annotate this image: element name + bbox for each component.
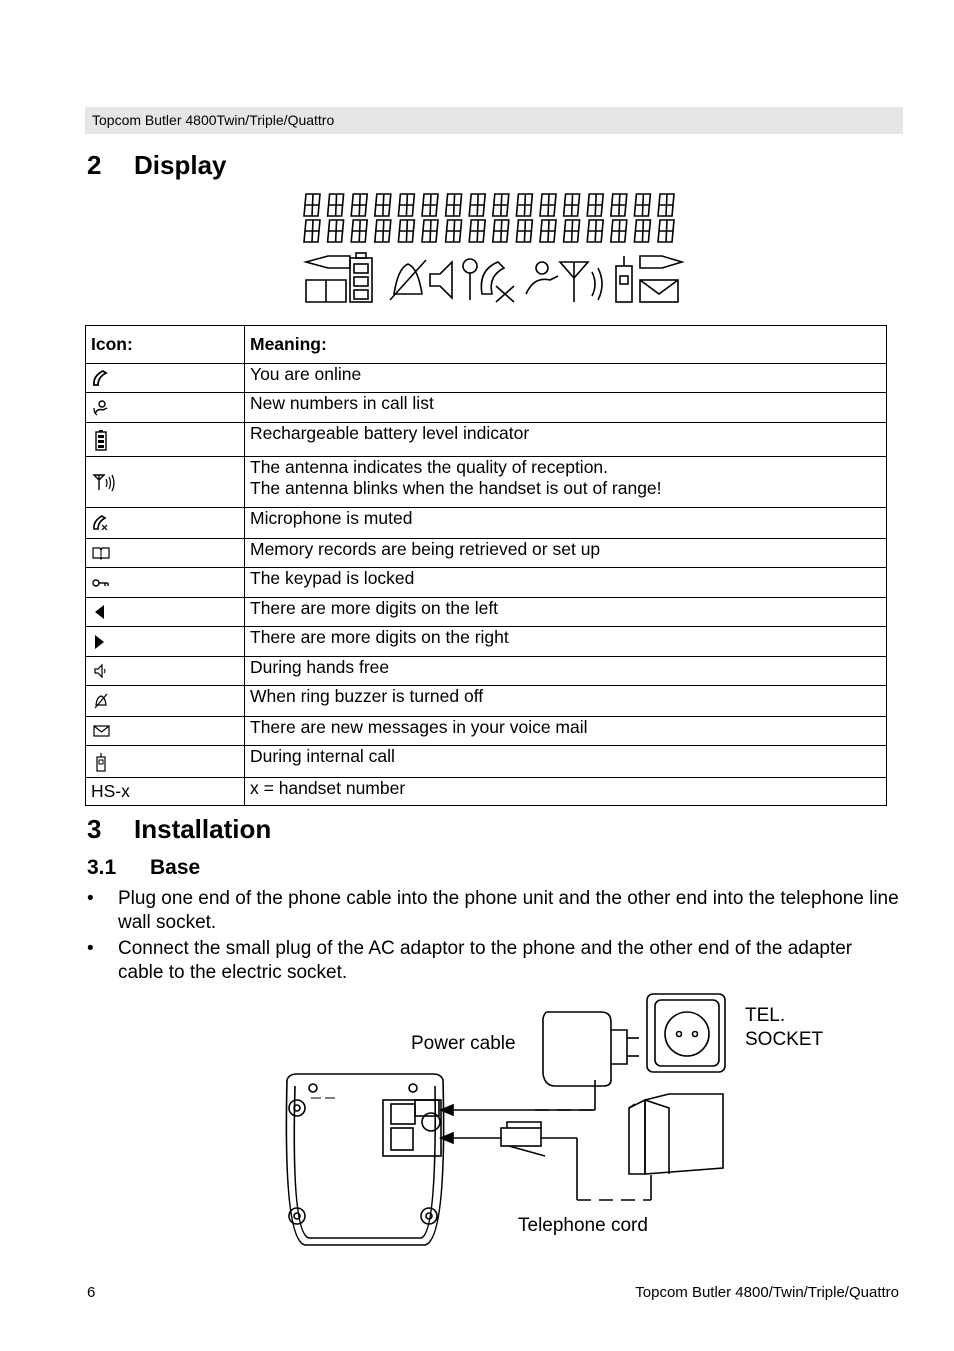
- row-meaning: [245, 457, 887, 508]
- intercom-icon: [86, 746, 245, 778]
- lcd-digit-segment: [328, 220, 344, 242]
- table-row: [86, 568, 887, 598]
- battery-icon: [86, 423, 245, 457]
- arrow-right-icon: [86, 627, 245, 657]
- row-meaning: Rechargeable battery level indicator: [245, 423, 887, 457]
- lcd-digit-segment: [469, 220, 485, 242]
- key-icon: [86, 568, 245, 598]
- subsection-number: 3.1: [87, 856, 117, 879]
- row-meaning: During internal call: [245, 746, 887, 778]
- table-row: [86, 717, 887, 746]
- table-row: [86, 598, 887, 627]
- table-header-meaning: Meaning:: [245, 326, 887, 364]
- lcd-digit-segment: [304, 220, 320, 242]
- section-number: 3: [87, 814, 102, 844]
- table-row: [86, 686, 887, 717]
- header-title: Topcom Butler 4800Twin/Triple/Quattro: [92, 112, 335, 128]
- section-title: Installation: [134, 814, 272, 844]
- bullet-mark: •: [87, 888, 94, 909]
- lcd-display-illustration: [298, 190, 690, 308]
- list-item-text: Plug one end of the phone cable into the phone unit and the other end into the telephone line wall socket.: [118, 888, 899, 933]
- row-meaning-line2: The antenna blinks when the handset is out of range!: [250, 478, 662, 498]
- row-meaning: You are online: [245, 364, 887, 393]
- lcd-digit-segment: [540, 220, 556, 242]
- row-meaning: There are more digits on the right: [245, 627, 887, 657]
- row-meaning: There are more digits on the left: [245, 598, 887, 627]
- table-row: [86, 508, 887, 539]
- lcd-digit-segment: [658, 194, 674, 216]
- subsection-heading-base: [87, 855, 200, 881]
- table-row: [86, 423, 887, 457]
- lcd-digit-segment: [493, 194, 509, 216]
- table-row: [86, 364, 887, 393]
- row-meaning: When ring buzzer is turned off: [245, 686, 887, 717]
- row-meaning: During hands free: [245, 657, 887, 686]
- tel-socket-label-line1: TEL.: [745, 1005, 786, 1026]
- lcd-digit-segment: [398, 220, 414, 242]
- lcd-digit-segment: [516, 194, 532, 216]
- row-meaning: x = handset number: [245, 778, 887, 806]
- list-item: [87, 937, 902, 985]
- running-header: [85, 107, 903, 134]
- row-meaning: New numbers in call list: [245, 393, 887, 423]
- lcd-digit-segment: [446, 220, 462, 242]
- lcd-digit-segment: [587, 220, 603, 242]
- lcd-digit-segment: [422, 220, 438, 242]
- lcd-digit-segment: [634, 194, 650, 216]
- lcd-digit-segment: [351, 194, 367, 216]
- table-row: [86, 746, 887, 778]
- lcd-digit-segment: [375, 220, 391, 242]
- telephone-cord-label: Telephone cord: [518, 1215, 648, 1236]
- installation-diagram: [265, 990, 824, 1255]
- list-item-text: Connect the small plug of the AC adaptor to the phone and the other end of the adapter cable to the electric socket.: [118, 938, 853, 983]
- lcd-digit-segment: [446, 194, 462, 216]
- lcd-digit-segment: [328, 194, 344, 216]
- lcd-digit-segment: [493, 220, 509, 242]
- instruction-list: [87, 887, 902, 987]
- tel-socket-label-line2: SOCKET: [745, 1029, 824, 1050]
- speaker-icon: [86, 657, 245, 686]
- handset-icon: [86, 364, 245, 393]
- section-title: Display: [134, 150, 227, 180]
- lcd-digit-segment: [422, 194, 438, 216]
- lcd-digit-segment: [375, 194, 391, 216]
- page-number: 6: [87, 1284, 96, 1301]
- lcd-digit-segment: [658, 220, 674, 242]
- bell-off-icon: [86, 686, 245, 717]
- table-row: [86, 627, 887, 657]
- lcd-digit-segment: [611, 194, 627, 216]
- row-meaning: Memory records are being retrieved or set up: [245, 539, 887, 568]
- lcd-digit-segment: [398, 194, 414, 216]
- lcd-digit-segment: [351, 220, 367, 242]
- lcd-digit-segment: [469, 194, 485, 216]
- call-list-icon: [86, 393, 245, 423]
- mute-icon: [86, 508, 245, 539]
- envelope-icon: [86, 717, 245, 746]
- table-header-icon: Icon:: [86, 326, 245, 364]
- row-icon-text: HS-x: [86, 778, 245, 806]
- lcd-digit-segment: [634, 220, 650, 242]
- arrow-left-icon: [86, 598, 245, 627]
- table-row: [86, 539, 887, 568]
- icon-meaning-table: [85, 325, 887, 806]
- antenna-icon: [86, 457, 245, 508]
- lcd-digit-segment: [304, 194, 320, 216]
- installation-drawing: [265, 990, 745, 1255]
- subsection-title: Base: [150, 856, 201, 879]
- lcd-digit-segment: [587, 194, 603, 216]
- row-meaning: There are new messages in your voice mail: [245, 717, 887, 746]
- lcd-digit-segment: [564, 194, 580, 216]
- table-row: [86, 457, 887, 508]
- row-meaning-line1: The antenna indicates the quality of reception.: [250, 457, 609, 477]
- row-meaning: Microphone is muted: [245, 508, 887, 539]
- power-cable-label: Power cable: [411, 1033, 516, 1054]
- table-row: [86, 393, 887, 423]
- lcd-digit-segment: [611, 220, 627, 242]
- row-meaning: The keypad is locked: [245, 568, 887, 598]
- section-heading-installation: [87, 814, 271, 844]
- bullet-mark: •: [87, 938, 94, 959]
- table-header-row: [86, 326, 887, 364]
- list-item: [87, 887, 902, 935]
- lcd-digit-segment: [540, 194, 556, 216]
- footer-title: Topcom Butler 4800/Twin/Triple/Quattro: [635, 1284, 899, 1301]
- book-icon: [86, 539, 245, 568]
- section-heading-display: [87, 150, 227, 180]
- section-number: 2: [87, 150, 102, 180]
- lcd-digit-segment: [564, 220, 580, 242]
- lcd-digit-segment: [516, 220, 532, 242]
- table-row: [86, 778, 887, 806]
- table-row: [86, 657, 887, 686]
